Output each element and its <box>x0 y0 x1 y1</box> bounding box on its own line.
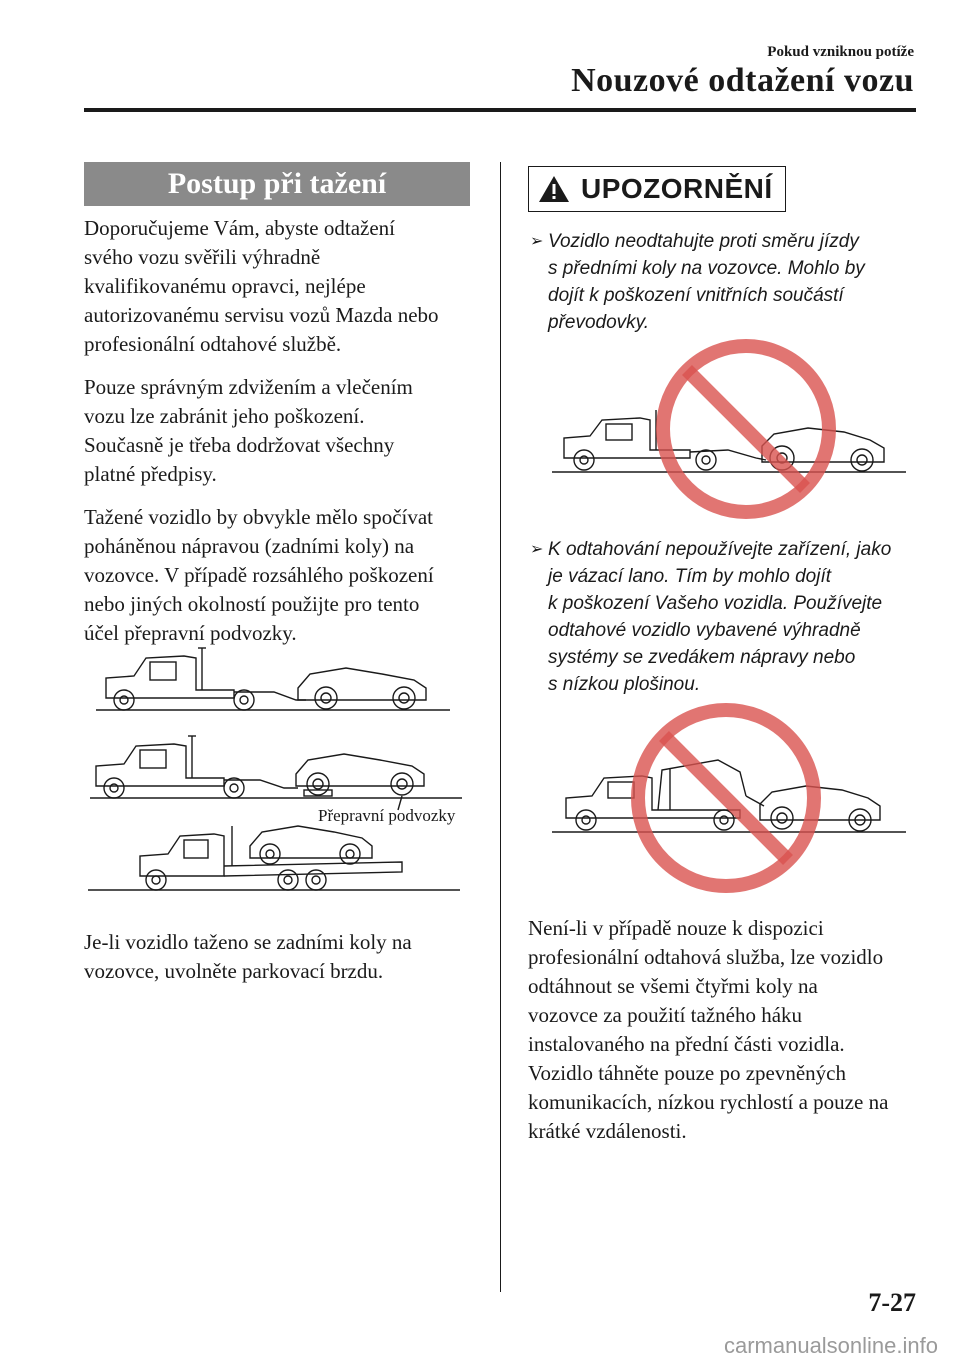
text-line: Doporučujeme Vám, abyste odtažení <box>84 216 396 240</box>
text-line: Je-li vozidlo taženo se zadními koly na <box>84 930 412 954</box>
chapter-title: Nouzové odtažení vozu <box>571 62 914 99</box>
text-line: krátké vzdálenosti. <box>528 1119 687 1143</box>
text-line: odtahové vozidlo vybavené výhradně <box>548 620 861 641</box>
tow-truck-wheel-lift-icon <box>96 648 450 710</box>
prohibition-sign-icon <box>638 710 814 886</box>
paragraph-towing-position <box>84 503 484 648</box>
text-line: autorizovanému servisu vozů Mazda nebo <box>84 303 439 327</box>
text-line: svého vozu svěřili výhradně <box>84 245 321 269</box>
paragraph-parking-brake <box>84 928 484 986</box>
caution-item-1 <box>530 228 928 336</box>
page-number: 7-27 <box>868 1288 916 1317</box>
text-line: k poškození Vašeho vozidla. Používejte <box>548 593 883 614</box>
text-line: Tažené vozidlo by obvykle mělo spočívat <box>84 505 434 529</box>
bullet-arrow-icon: ➢ <box>530 541 544 558</box>
paragraph-emergency-towing <box>528 914 928 1146</box>
tow-truck-flatbed-icon <box>88 826 460 890</box>
text-line: Není-li v případě nouze k dispozici <box>528 916 824 940</box>
text-line: nebo jiných okolností použijte pro tento <box>84 592 420 616</box>
text-line: Vozidlo neodtahujte proti směru jízdy <box>548 231 859 252</box>
tow-truck-dolly-icon <box>90 736 462 810</box>
text-line: vozovce, uvolněte parkovací brzdu. <box>84 959 384 983</box>
watermark: carmanualsonline.info <box>723 1333 938 1358</box>
towing-methods-illustration <box>84 640 474 900</box>
column-divider <box>500 162 501 1292</box>
text-line: poháněnou nápravou (zadními koly) na <box>84 534 415 558</box>
text-line: vozu lze zabránit jeho poškození. <box>84 404 365 428</box>
text-line: je vázací lano. Tím by mohlo dojít <box>548 566 832 587</box>
text-line: dojít k poškození vnitřních součástí <box>548 285 844 306</box>
paragraph-lifting <box>84 373 484 489</box>
chapter-section-label: Pokud vzniknou potíže <box>767 44 914 60</box>
text-line: platné předpisy. <box>84 462 217 486</box>
text-line: komunikacích, nízkou rychlostí a pouze na <box>528 1090 889 1114</box>
warning-triangle-icon <box>537 174 571 204</box>
text-line: Pouze správným zdvižením a vlečením <box>84 375 413 399</box>
section-heading: Postup při tažení <box>84 162 470 206</box>
text-line: Vozidlo táhněte pouze po zpevněných <box>528 1061 847 1085</box>
text-line: převodovky. <box>548 312 650 333</box>
header-divider <box>84 108 916 112</box>
text-line: vozovce. V případě rozsáhlého poškození <box>84 563 434 587</box>
text-line: vozovce za použití tažného háku <box>528 1003 803 1027</box>
text-line: profesionální odtahová služba, lze vozidlo <box>528 945 884 969</box>
caution-header <box>528 166 786 212</box>
text-line: s předními koly na vozovce. Mohlo by <box>548 258 865 279</box>
caution-item-2 <box>530 536 928 698</box>
text-line: instalovaného na přední části vozidla. <box>528 1032 845 1056</box>
text-line: odtáhnout se všemi čtyřmi koly na <box>528 974 818 998</box>
text-line: Současně je třeba dodržovat všechny <box>84 433 395 457</box>
text-line: systémy se zvedákem nápravy nebo <box>548 647 856 668</box>
text-line: profesionální odtahové službě. <box>84 332 342 356</box>
text-line: kvalifikovanému opravci, nejlépe <box>84 274 366 298</box>
text-line: s nízkou plošinou. <box>548 674 701 695</box>
caution-label: UPOZORNĚNÍ <box>581 173 773 204</box>
prohibited-sling-tow-illustration <box>550 700 910 900</box>
paragraph-recommendation <box>84 214 484 359</box>
figure-caption-dolly: Přepravní podvozky <box>318 806 456 825</box>
text-line: K odtahování nepoužívejte zařízení, jako <box>548 539 892 560</box>
prohibited-towing-front-wheels-illustration <box>550 336 910 522</box>
bullet-arrow-icon: ➢ <box>530 233 544 250</box>
text-line: účel přepravní podvozky. <box>84 621 297 645</box>
